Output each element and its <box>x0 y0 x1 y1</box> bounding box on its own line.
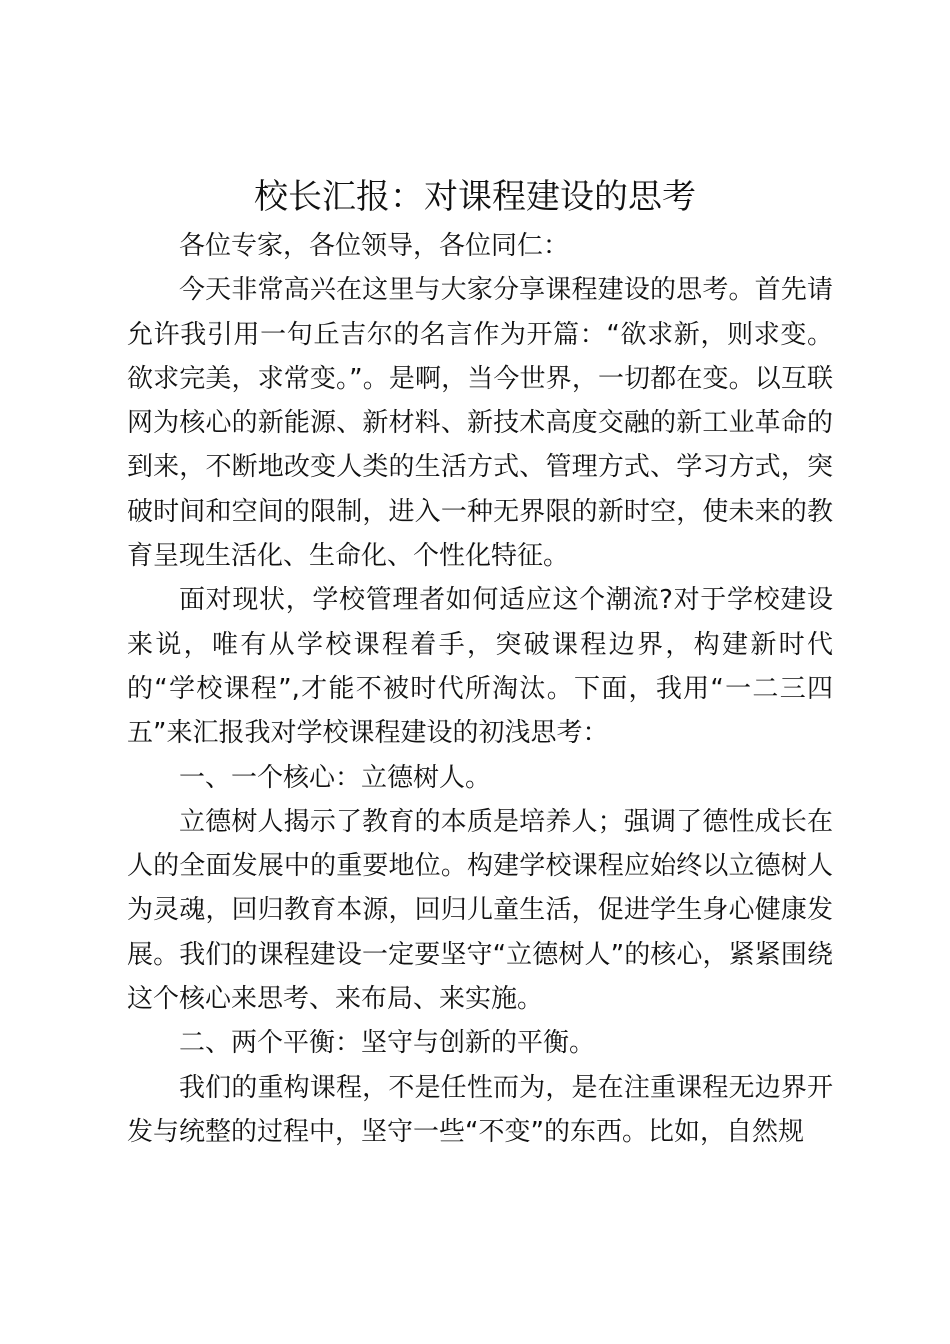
body-paragraph: 立德树人揭示了教育的本质是培养人；强调了德性成长在人的全面发展中的重要地位。构建学校课程应始终以立德树人为灵魂，回归教育本源，回归儿童生活，促进学生身心健康发展。我们的课程建设一定要坚守“立德树人”的核心，紧紧围绕这个核心来思考、来布局、来实施。 <box>127 806 833 1015</box>
body-paragraph: 我们的重构课程，不是任性而为，是在注重课程无边界开发与统整的过程中，坚守一些“不变”的东西。比如，自然规 <box>127 1072 833 1147</box>
document-title: 校长汇报：对课程建设的思考 <box>254 177 696 217</box>
body-paragraph: 面对现状，学校管理者如何适应这个潮流?对于学校建设来说，唯有从学校课程着手，突破课程边界，构建新时代的“学校课程”,才能不被时代所淘汰。下面，我用“一二三四五”来汇报我对学校课程建设的初浅思考： <box>127 585 833 749</box>
salutation-paragraph: 各位专家，各位领导，各位同仁： <box>179 231 570 261</box>
section-heading: 二、两个平衡：坚守与创新的平衡。 <box>179 1028 596 1059</box>
section-heading: 一、一个核心：立德树人。 <box>179 762 492 793</box>
document-body <box>127 224 833 1154</box>
body-paragraph: 今天非常高兴在这里与大家分享课程建设的思考。首先请允许我引用一句丘吉尔的名言作为开篇：“欲求新，则求变。欲求完美，求常变。”。是啊，当今世界，一切都在变。以互联网为核心的新能源、新材料、新技术高度交融的新工业革命的到来，不断地改变人类的生活方式、管理方式、学习方式，突破时间和空间的限制，进入一种无界限的新时空，使未来的教育呈现生活化、生命化、个性化特征。 <box>127 275 833 572</box>
